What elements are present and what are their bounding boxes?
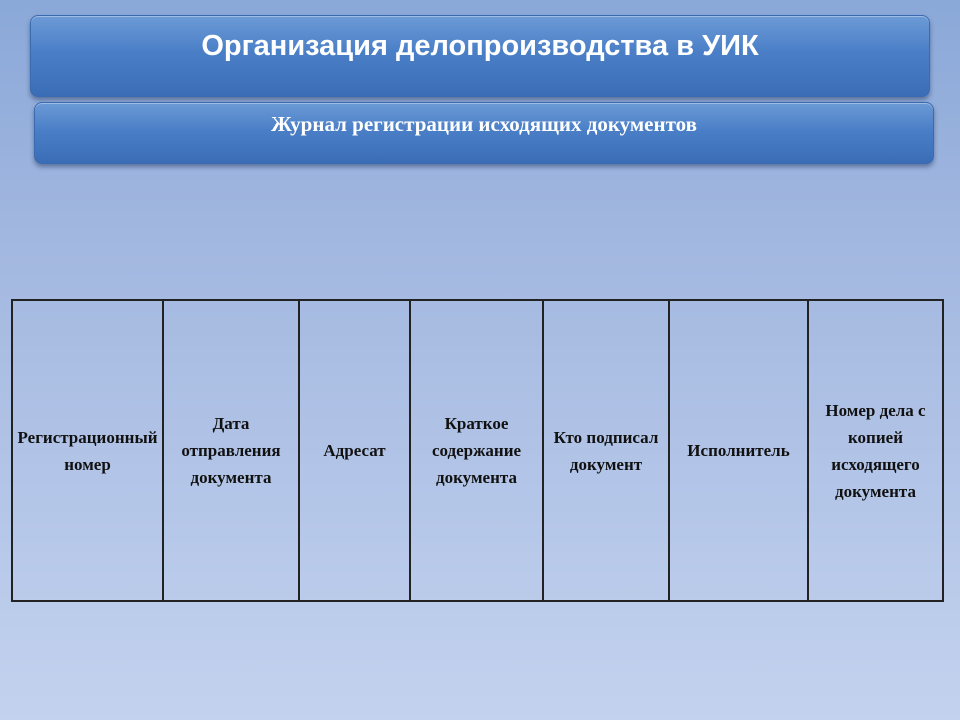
header-cell-signed-by: Кто подписал документ xyxy=(543,300,669,601)
slide-subtitle: Журнал регистрации исходящих документов xyxy=(271,112,697,136)
header-cell-summary: Краткое содержание документа xyxy=(410,300,543,601)
journal-table xyxy=(11,299,944,602)
subtitle-banner xyxy=(34,102,934,164)
header-cell-dispatch-date: Дата отправления документа xyxy=(163,300,299,601)
table-row xyxy=(12,300,943,601)
slide-title: Организация делопроизводства в УИК xyxy=(201,30,759,62)
header-cell-executor: Исполнитель xyxy=(669,300,808,601)
header-cell-registration-number: Регистрационный номер xyxy=(12,300,163,601)
header-cell-case-number: Номер дела с копией исходящего документа xyxy=(808,300,943,601)
header-cell-addressee: Адресат xyxy=(299,300,410,601)
title-banner xyxy=(30,15,930,97)
